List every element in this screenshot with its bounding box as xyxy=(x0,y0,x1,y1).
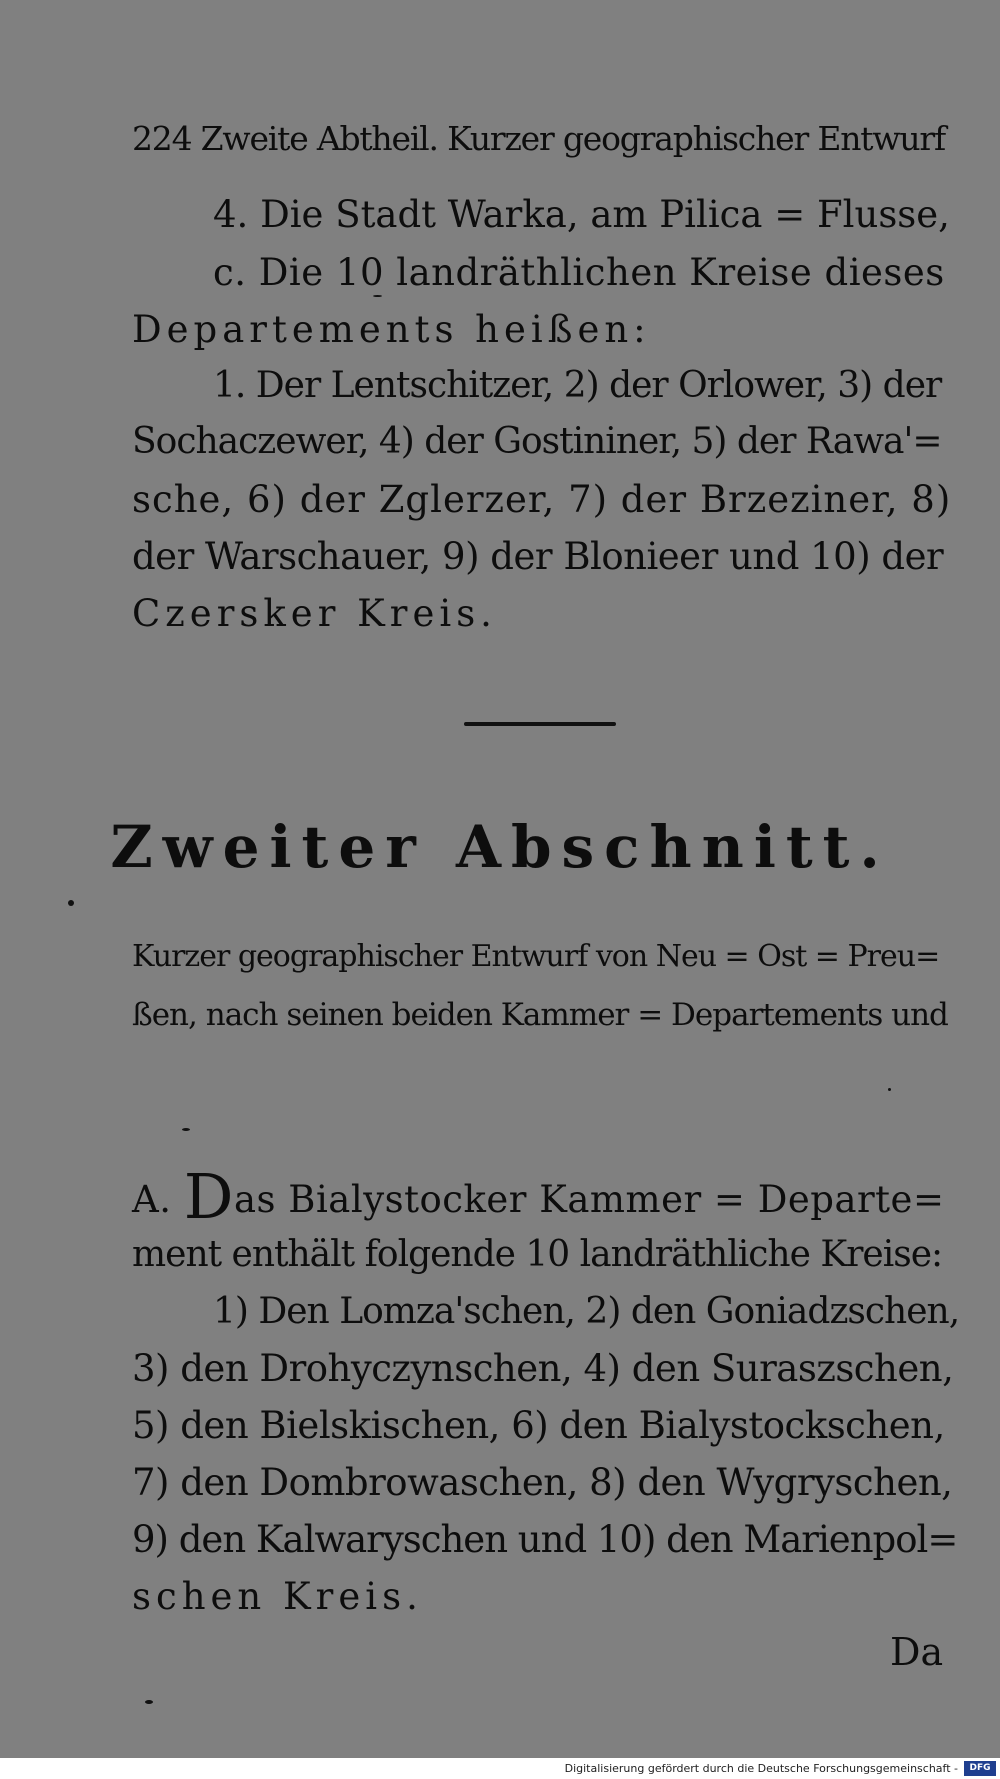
subtitle-line: Kurzer geographischer Entwurf von Neu = Ost = Preu= xyxy=(132,939,940,974)
list-line: schen Kreis. xyxy=(132,1575,423,1618)
catchword: Da xyxy=(890,1630,944,1674)
list-line: 1) Den Lomza'schen, 2) den Goniadzschen, xyxy=(213,1291,960,1332)
ink-speck xyxy=(68,900,74,906)
list-line: 3) den Drohyczynschen, 4) den Suraszschen, xyxy=(132,1347,954,1390)
drop-capital: D xyxy=(183,1160,234,1233)
text-line: Departements heißen: xyxy=(132,308,651,351)
running-header: 224 Zweite Abtheil. Kurzer geographischer Entwurf xyxy=(132,119,946,158)
paragraph-label: A. xyxy=(132,1178,172,1221)
section-title: Zweiter Abschnitt. xyxy=(110,813,890,881)
ink-speck xyxy=(888,1088,891,1091)
section-divider xyxy=(464,722,616,726)
list-line: 5) den Bielskischen, 6) den Bialystockschen, xyxy=(132,1404,945,1447)
text-line: der Warschauer, 9) der Blonieer und 10) der xyxy=(132,535,944,578)
ink-speck xyxy=(145,1700,153,1704)
dfg-logo: DFG xyxy=(964,1761,996,1776)
list-line: 7) den Dombrowaschen, 8) den Wygryschen, xyxy=(132,1461,953,1504)
text-line: 4. Die Stadt Warka, am Pilica = Flusse, xyxy=(213,193,950,236)
ink-speck xyxy=(182,1128,190,1131)
subtitle-line xyxy=(0,1063,1000,1107)
text-line: sche, 6) der Zglerzer, 7) der Brzeziner, 8) xyxy=(132,478,952,521)
paragraph-first-line xyxy=(132,1160,945,1233)
text-line: 1. Der Lentschitzer, 2) der Orlower, 3) der xyxy=(213,365,942,406)
text-line: Czersker Kreis. xyxy=(132,592,497,635)
ink-speck xyxy=(373,295,382,297)
paragraph-line-text: as Bialystocker Kammer = Departe= xyxy=(233,1178,945,1221)
subtitle-line: ßen, nach seinen beiden Kammer = Departements und xyxy=(132,997,948,1033)
text-line: Sochaczewer, 4) der Gostininer, 5) der Rawa'= xyxy=(132,421,942,462)
list-line: 9) den Kalwaryschen und 10) den Marienpol= xyxy=(132,1518,958,1561)
text-line: ment enthält folgende 10 landräthliche Kreise: xyxy=(132,1234,943,1275)
footer-credit: Digitalisierung gefördert durch die Deutsche Forschungsgemeinschaft - xyxy=(564,1762,958,1775)
text-line: c. Die 10 landräthlichen Kreise dieses xyxy=(213,251,945,294)
